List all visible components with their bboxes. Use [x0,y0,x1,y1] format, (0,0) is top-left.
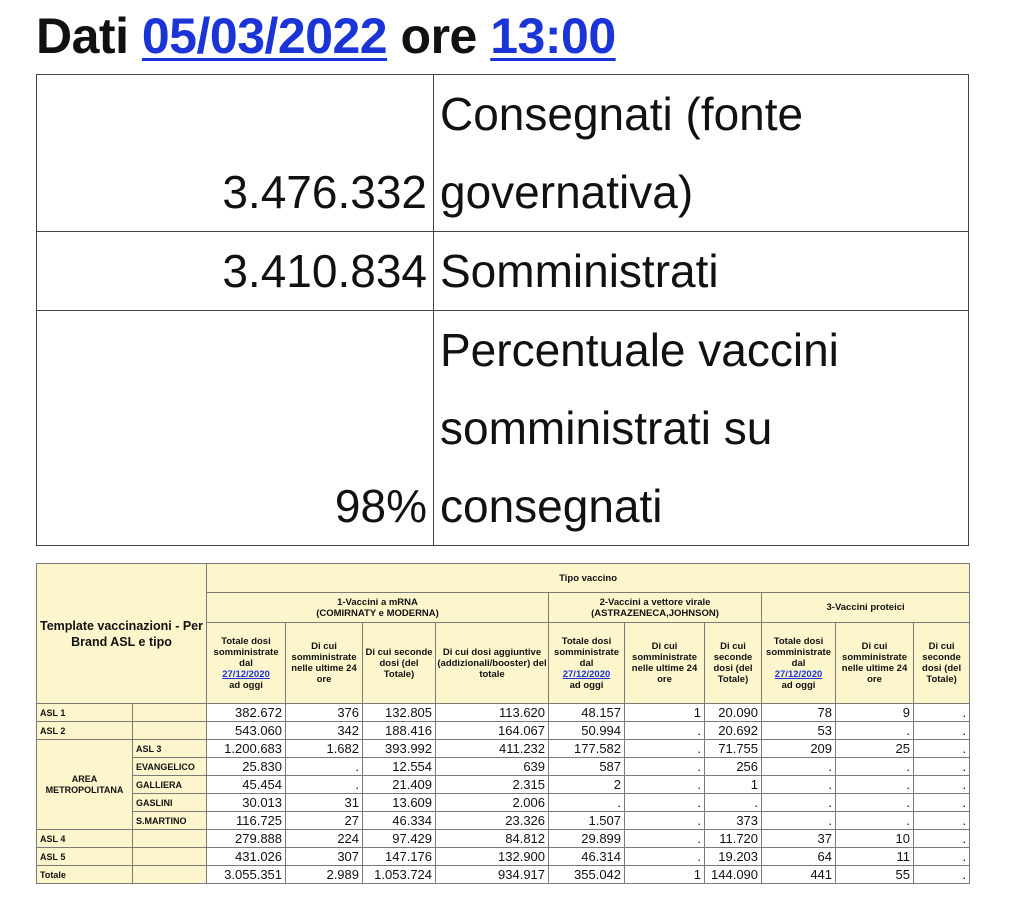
row-sublabel: ASL 3 [133,740,207,758]
table-cell: 3.055.351 [207,866,286,884]
table-cell: 147.176 [363,848,436,866]
table-cell: 2.989 [286,866,363,884]
date-link[interactable]: 27/12/2020 [222,668,270,680]
col-totale-header: Totale dosi somministrate dal 27/12/2020 ad oggi [207,623,286,704]
row-label: ASL 4 [37,830,133,848]
row-sublabel [133,830,207,848]
table-cell: 45.454 [207,776,286,794]
table-cell: . [549,794,625,812]
table-cell: . [762,794,836,812]
date-link[interactable]: 27/12/2020 [774,668,823,680]
table-cell: . [836,776,914,794]
table-cell: . [286,776,363,794]
table-cell: 376 [286,704,363,722]
table-cell: . [762,812,836,830]
table-cell: . [625,848,705,866]
group-line1: 3-Vaccini proteici [826,602,905,613]
table-cell: . [914,848,970,866]
group-vettore-header [549,593,762,623]
summary-value: 3.410.834 [37,232,434,311]
table-cell: 9 [836,704,914,722]
table-cell: 21.409 [363,776,436,794]
table-cell: 12.554 [363,758,436,776]
table-cell: 132.805 [363,704,436,722]
table-cell: 2 [549,776,625,794]
table-cell: 29.899 [549,830,625,848]
table-cell: . [914,740,970,758]
col-totale-header: Totale dosi somministrate dal 27/12/2020 ad oggi [762,623,836,704]
table-cell: 342 [286,722,363,740]
row-label: ASL 5 [37,848,133,866]
table-cell: 25.830 [207,758,286,776]
table-cell: 373 [705,812,762,830]
row-label: ASL 1 [37,704,133,722]
col-seconde-header: Di cui seconde dosi (del Totale) [705,623,762,704]
table-cell: . [914,722,970,740]
row-sublabel: EVANGELICO [133,758,207,776]
table-cell: . [836,758,914,776]
table-cell: . [705,794,762,812]
table-cell: 1.053.724 [363,866,436,884]
table-row [37,830,970,848]
table-cell: 25 [836,740,914,758]
table-cell: 113.620 [436,704,549,722]
table-row [37,704,970,722]
group-line2: (COMIRNATY e MODERNA) [316,607,439,619]
table-cell: 587 [549,758,625,776]
col-seconde-header: Di cui seconde dosi (del Totale) [914,623,970,704]
title-middle: ore [400,8,477,64]
summary-row-consegnati [37,75,969,232]
date-link[interactable]: 05/03/2022 [141,8,388,64]
table-cell: . [286,758,363,776]
table-cell: 2.315 [436,776,549,794]
table-cell: 164.067 [436,722,549,740]
col-ultime24-header: Di cui somministrate nelle ultime 24 ore [836,623,914,704]
table-cell: . [625,722,705,740]
table-cell: . [836,812,914,830]
table-cell: 11 [836,848,914,866]
table-row [37,758,970,776]
date-link[interactable]: 27/12/2020 [562,668,611,680]
row-label: Totale [37,866,133,884]
table-cell: . [625,794,705,812]
table-cell: . [914,758,970,776]
row-sublabel [133,704,207,722]
table-cell: . [625,776,705,794]
table-cell: 431.026 [207,848,286,866]
table-cell: . [914,812,970,830]
table-cell: 1.682 [286,740,363,758]
table-cell: 132.900 [436,848,549,866]
table-cell: 31 [286,794,363,812]
table-cell: 20.090 [705,704,762,722]
table-cell: 13.609 [363,794,436,812]
table-cell: 46.334 [363,812,436,830]
table-cell: 543.060 [207,722,286,740]
page-title [36,0,616,72]
table-cell: 27 [286,812,363,830]
table-row [37,794,970,812]
table-cell: 441 [762,866,836,884]
table-cell: 30.013 [207,794,286,812]
table-cell: 411.232 [436,740,549,758]
table-row [37,722,970,740]
table-row [37,812,970,830]
table-cell: 23.326 [436,812,549,830]
summary-table [36,74,969,546]
table-row [37,776,970,794]
group-line1: 1-Vaccini a mRNA [337,596,418,608]
table-cell: 84.812 [436,830,549,848]
table-cell: . [762,776,836,794]
col-seconde-header: Di cui seconde dosi (del Totale) [363,623,436,704]
group-line1: 2-Vaccini a vettore virale [599,596,711,608]
time-link[interactable]: 13:00 [490,8,616,64]
table-cell: 1 [625,866,705,884]
table-cell: 177.582 [549,740,625,758]
table-cell: 393.992 [363,740,436,758]
table-cell: . [914,776,970,794]
row-label: ASL 2 [37,722,133,740]
header-row-tipo [37,564,970,593]
table-row [37,740,970,758]
summary-label: Consegnati (fonte governativa) [434,75,969,232]
table-cell: 116.725 [207,812,286,830]
row-sublabel: GASLINI [133,794,207,812]
table-cell: . [625,740,705,758]
table-cell: 1 [625,704,705,722]
table-cell: 55 [836,866,914,884]
col-aggiuntive-header: Di cui dosi aggiuntive (addizionali/booster) del totale [436,623,549,704]
table-cell: 48.157 [549,704,625,722]
summary-label: Percentuale vaccini somministrati su consegnati [434,311,969,546]
table-cell: 144.090 [705,866,762,884]
table-cell: 97.429 [363,830,436,848]
table-cell: 1 [705,776,762,794]
table-cell: 1.200.683 [207,740,286,758]
table-cell: 355.042 [549,866,625,884]
table-cell: . [625,812,705,830]
table-cell: . [914,794,970,812]
table-cell: . [914,830,970,848]
summary-row-somministrati [37,232,969,311]
table-cell: 256 [705,758,762,776]
title-prefix: Dati [36,8,129,64]
template-label: Template vaccinazioni - Per Brand ASL e tipo [37,564,207,704]
row-sublabel [133,722,207,740]
tipo-vaccino-header: Tipo vaccino [207,564,970,593]
table-cell: 209 [762,740,836,758]
table-cell: . [914,866,970,884]
table-cell: . [836,794,914,812]
table-cell: . [625,830,705,848]
table-row [37,848,970,866]
table-cell: 19.203 [705,848,762,866]
group-line2: (ASTRAZENECA,JOHNSON) [591,607,719,619]
table-cell: 53 [762,722,836,740]
table-body [37,704,970,884]
table-cell: 20.692 [705,722,762,740]
table-row [37,866,970,884]
table-cell: 1.507 [549,812,625,830]
table-cell: 11.720 [705,830,762,848]
summary-row-percentuale [37,311,969,546]
table-cell: 639 [436,758,549,776]
table-cell: 224 [286,830,363,848]
table-cell: 2.006 [436,794,549,812]
summary-value: 98% [37,311,434,546]
summary-value: 3.476.332 [37,75,434,232]
table-cell: 64 [762,848,836,866]
row-sublabel [133,848,207,866]
table-cell: 78 [762,704,836,722]
row-sublabel: S.MARTINO [133,812,207,830]
table-cell: 279.888 [207,830,286,848]
table-cell: 934.917 [436,866,549,884]
row-sublabel [133,866,207,884]
table-cell: 382.672 [207,704,286,722]
table-cell: . [625,758,705,776]
table-cell: 71.755 [705,740,762,758]
row-sublabel: GALLIERA [133,776,207,794]
area-metropolitana-label: AREA METROPOLITANA [37,740,133,830]
table-cell: 10 [836,830,914,848]
table-cell: 307 [286,848,363,866]
col-ultime24-header: Di cui somministrate nelle ultime 24 ore [286,623,363,704]
vaccination-table [36,563,970,884]
group-mrna-header [207,593,549,623]
table-cell: . [914,704,970,722]
col-totale-header: Totale dosi somministrate dal 27/12/2020 ad oggi [549,623,625,704]
table-cell: . [836,722,914,740]
table-cell: 50.994 [549,722,625,740]
col-ultime24-header: Di cui somministrate nelle ultime 24 ore [625,623,705,704]
group-proteici-header [762,593,970,623]
table-cell: 188.416 [363,722,436,740]
table-cell: . [762,758,836,776]
table-cell: 46.314 [549,848,625,866]
summary-label: Somministrati [434,232,969,311]
table-cell: 37 [762,830,836,848]
